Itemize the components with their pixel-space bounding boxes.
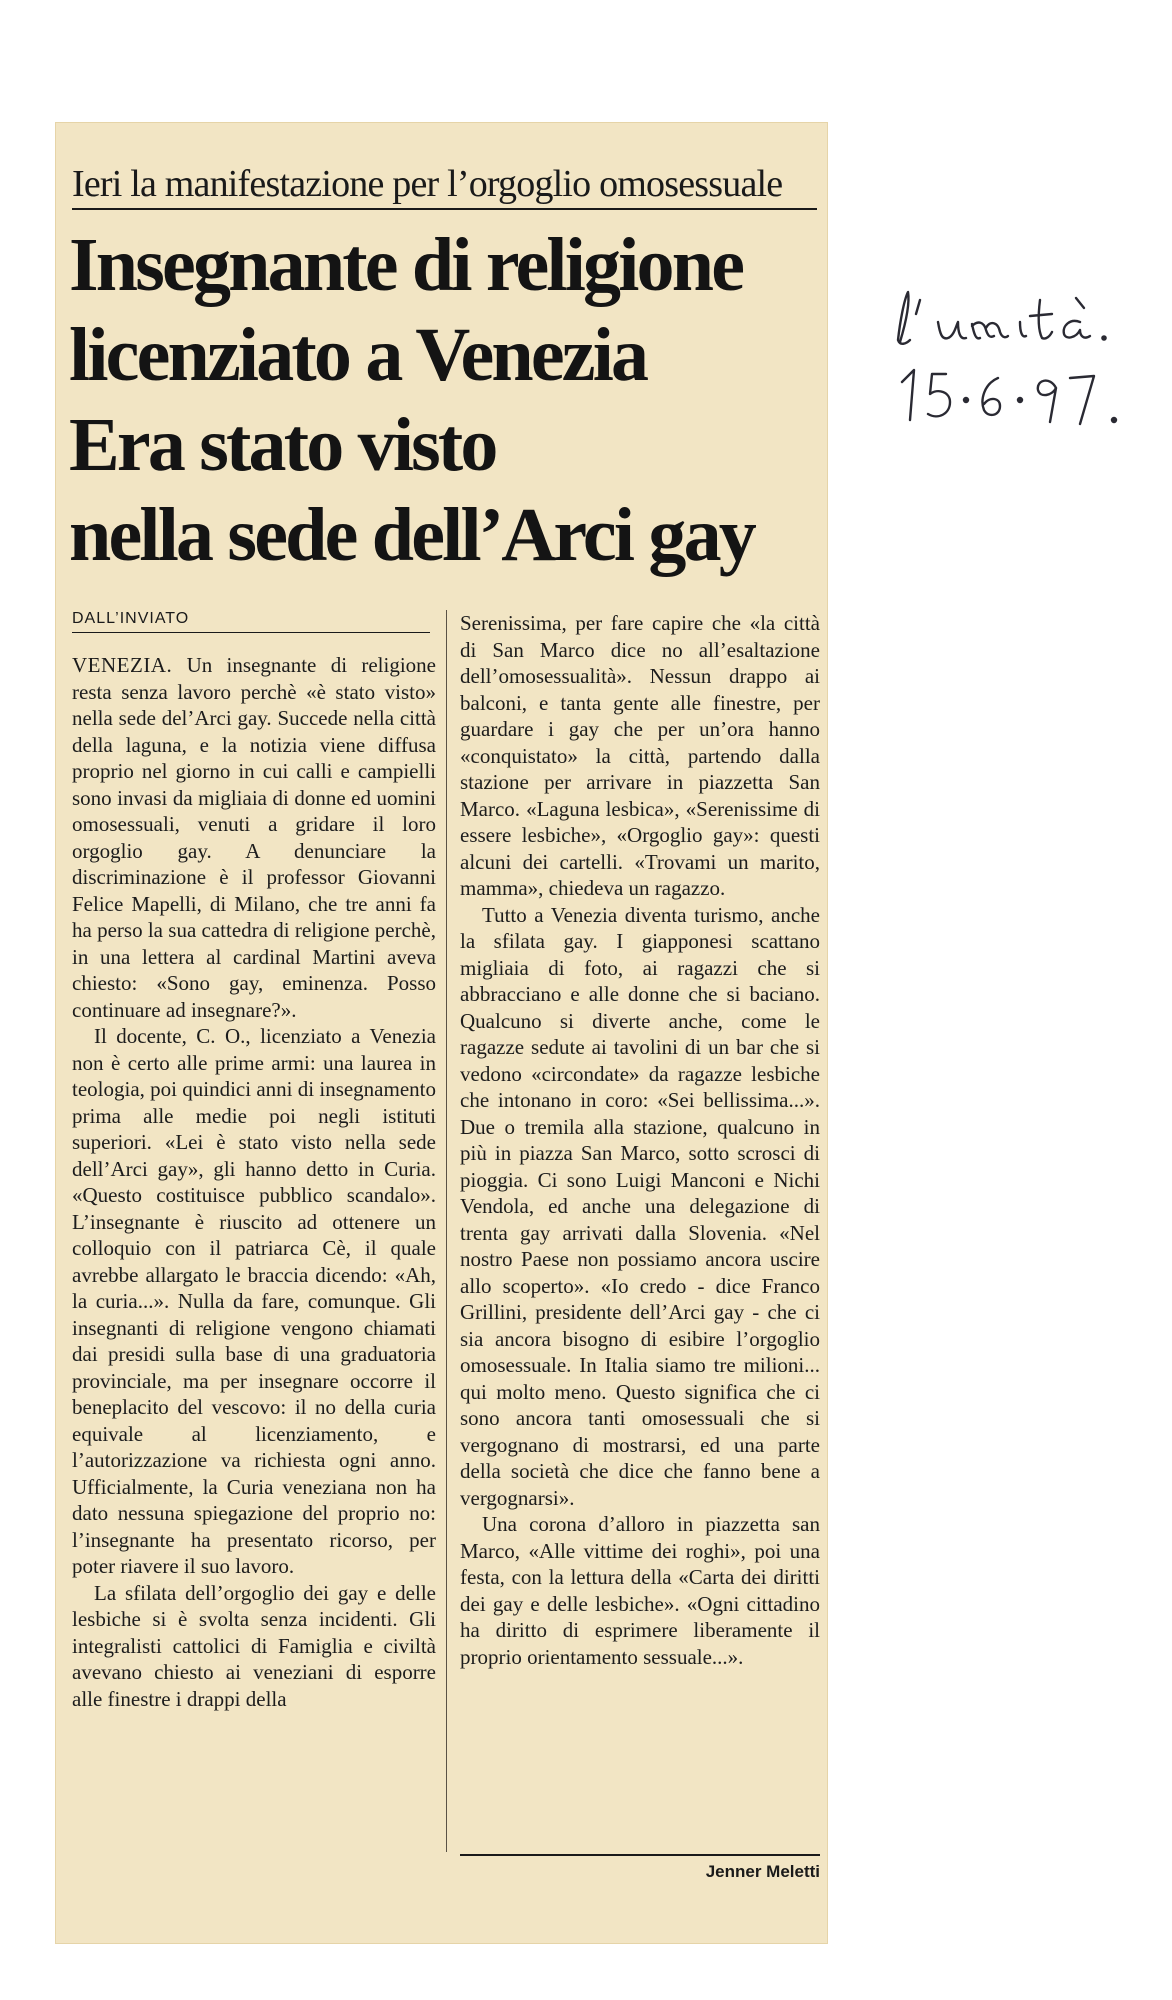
- paragraph: [72, 652, 436, 1023]
- headline: [69, 220, 829, 580]
- paragraph: La sfilata dell’orgoglio dei gay e delle lesbiche si è svolta senza incidenti. Gli integralisti cattolici di Famiglia e civiltà avevano chiesto ai veneziani di esporre alle finestre i drappi della: [72, 1580, 436, 1711]
- headline-line: Era stato visto: [69, 403, 496, 487]
- paragraph: Tutto a Venezia diventa turismo, anche la sfilata gay. I giapponesi scattano migliaia di foto, ai ragazzi che si abbracciano e alle donne che si baciano. Qualcuno si diverte anche, come le ragazze sedute ai tavolini di un bar che si vedono «circondate» da ragazze lesbiche che intonano in coro: «Sei bellissima...». Due o tremila alla stazione, qualcuno in più in piazza San Marco, sotto scrosci di pioggia. Ci sono Luigi Manconi e Nichi Vendola, ed anche una delegazione di trenta gay arrivati dalla Slovenia. «Nel nostro Paese non possiamo ancora uscire allo scoperto». «Io credo - dice Franco Grillini, presidente dell’Arci gay - che ci sia ancora bisogno di esibire l’orgoglio omosessuale. In Italia siamo tre milioni... qui molto meno. Questo significa che ci sono ancora tanti omosessuali che si vergognano di mostrarsi, ed una parte della società che dice che fanno bene a vergognarsi».: [460, 902, 820, 1510]
- handwritten-note: [880, 270, 1170, 455]
- headline-line: nella sede dell’Arci gay: [69, 493, 754, 577]
- author-signature: Jenner Meletti: [460, 1854, 820, 1882]
- headline-line: licenziato a Venezia: [69, 313, 647, 397]
- left-column: [72, 652, 436, 1712]
- paragraph: Serenissima, per fare capire che «la città di San Marco dice no all’esaltazione dell’omosessualità». Nessun drappo ai balconi, e tanta gente alle finestre, per guardare i gay che per un’ora hanno «conquistato» la città, partendo dalla stazione per arrivare in piazzetta San Marco. «Laguna lesbica», «Serenissime di essere lesbiche», «Orgoglio gay»: questi alcuni dei cartelli. «Trovami un marito, mamma», chiedeva un ragazzo.: [460, 611, 820, 900]
- dateline: VENEZIA.: [72, 653, 173, 677]
- paragraph: Il docente, C. O., licenziato a Venezia non è certo alle prime armi: una laurea in teologia, poi quindici anni di insegnamento prima alle medie poi negli istituti superiori. «Lei è stato visto nella sede dell’Arci gay», gli hanno detto in Curia. «Questo costituisce pubblico scandalo». L’insegnante è riuscito ad ottenere un colloquio con il patriarca Cè, il quale avrebbe allargato le braccia dicendo: «Ah, la curia...». Nulla da fare, comunque. Gli insegnanti di religione vengono chiamati dai presidi sulla base di una graduatoria provinciale, ma per insegnare occorre il beneplacito del vescovo: il no della curia equivale al licenziamento, e l’autorizzazione va richiesta ogni anno. Ufficialmente, la Curia veneziana non ha dato nessuna spiegazione del proprio no: l’insegnante ha presentato ricorso, per poter riavere il suo lavoro.: [72, 1024, 436, 1578]
- paragraph: Una corona d’alloro in piazzetta san Marco, «Alle vittime dei roghi», poi una festa, con la lettura della «Carta dei diritti dei gay e delle lesbiche». «Ogni cittadino ha diritto di esprimere liberamente il proprio orientamento sessuale...».: [460, 1512, 820, 1669]
- kicker: Ieri la manifestazione per l’orgoglio omosessuale: [72, 162, 817, 210]
- paragraph-text: Un insegnante di religione resta senza lavoro perchè «è stato visto» nella sede del’Arci gay. Succede nella città della laguna, e la notizia viene diffusa proprio nel giorno in cui calli e campielli sono invasi da migliaia di donne ed uomini omosessuali, venuti a gridare il loro orgoglio gay. A denunciare la discriminazione è il professor Giovanni Felice Mapelli, di Milano, che tre anni fa ha perso la sua cattedra di religione perchè, in una lettera al cardinal Martini aveva chiesto: «Sono gay, eminenza. Posso continuare ad insegnare?».: [72, 653, 436, 1022]
- right-column: [460, 610, 820, 1670]
- byline: DALL’INVIATO: [72, 610, 430, 633]
- handwriting-icon: [880, 270, 1170, 450]
- headline-line: Insegnante di religione: [69, 223, 743, 307]
- column-divider: [446, 610, 447, 1852]
